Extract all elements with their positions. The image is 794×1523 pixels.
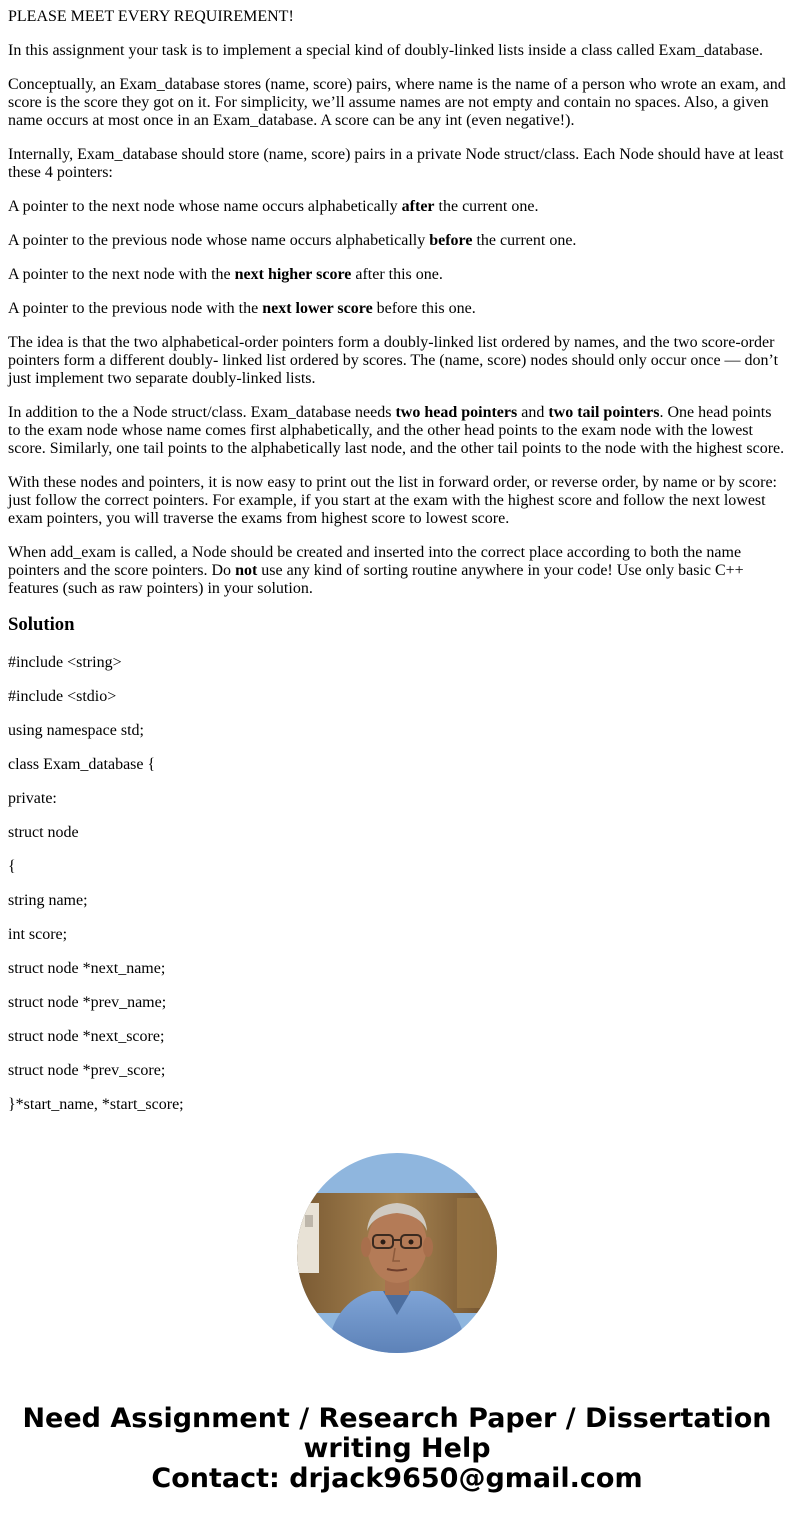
pointer-item-prev-score: A pointer to the previous node with the next lower score before this one. (8, 300, 476, 317)
author-photo (297, 1153, 497, 1353)
code-line: struct node (8, 824, 79, 841)
code-line: string name; (8, 892, 88, 909)
add-exam-paragraph: When add_exam is called, a Node should be created and inserted into the correct place according to both the name pointers and the score pointers. Do not use any kind of sorting routine anywhere in your code! Use only basic C++ features (such as raw pointers) in your solution. (8, 544, 744, 597)
code-line: struct node *prev_score; (8, 1062, 166, 1079)
code-line: struct node *next_name; (8, 960, 166, 977)
code-line: using namespace std; (8, 722, 144, 739)
intro-paragraph: In this assignment your task is to implement a special kind of doubly-linked lists inside a class called Exam_database. (8, 42, 763, 59)
requirement-notice: PLEASE MEET EVERY REQUIREMENT! (8, 8, 294, 25)
concept-paragraph: Conceptually, an Exam_database stores (name, score) pairs, where name is the name of a person who wrote an exam, and score is the score they got on it. For simplicity, we’ll assume names are not empty and contain no spaces. Also, a given name occurs at most once in an Exam_database. A score can be any int (even negative!). (8, 76, 786, 129)
traversal-paragraph: With these nodes and pointers, it is now easy to print out the list in forward order, or reverse order, by name or by score: just follow the correct pointers. For example, if you start at the exam with the highest score and follow the next lowest exam pointers, you will traverse the exams from highest score to lowest score. (8, 474, 777, 527)
solution-heading: Solution (8, 614, 75, 635)
code-line: #include <stdio> (8, 688, 117, 705)
promo-contact: Contact: drjack9650@gmail.com (151, 1463, 643, 1494)
promo-line: Need Assignment / Research Paper / Dissertation (22, 1403, 772, 1434)
head-tail-paragraph: In addition to the a Node struct/class. Exam_database needs two head pointers and two tail pointers. One head points to the exam node whose name comes first alphabetically, and the other head points to the exam node with the lowest score. Similarly, one tail points to the alphabetically last node, and the other tail points to the node with the highest score. (8, 404, 785, 457)
code-line: #include <string> (8, 654, 122, 671)
pointer-item-next-score: A pointer to the next node with the next higher score after this one. (8, 266, 443, 283)
code-line: int score; (8, 926, 68, 943)
promo-line: writing Help (303, 1433, 491, 1464)
pointer-item-next-name: A pointer to the next node whose name occurs alphabetically after the current one. (8, 198, 539, 215)
pointer-item-prev-name: A pointer to the previous node whose name occurs alphabetically before the current one. (8, 232, 577, 249)
promo-banner (0, 1404, 794, 1494)
code-line: }*start_name, *start_score; (8, 1096, 184, 1113)
code-line: { (8, 858, 16, 875)
idea-paragraph: The idea is that the two alphabetical-order pointers form a doubly-linked list ordered by names, and the two score-order pointers form a different doubly- linked list ordered by scores. The (name, score) nodes should only occur once — don’t just implement two separate doubly-linked lists. (8, 334, 779, 387)
code-line: struct node *prev_name; (8, 994, 167, 1011)
author-avatar (297, 1153, 497, 1353)
code-line: private: (8, 790, 57, 807)
code-line: struct node *next_score; (8, 1028, 165, 1045)
code-line: class Exam_database { (8, 756, 156, 773)
internal-paragraph: Internally, Exam_database should store (name, score) pairs in a private Node struct/class. Each Node should have at least these 4 pointers: (8, 146, 784, 181)
solution-code (8, 654, 786, 1114)
